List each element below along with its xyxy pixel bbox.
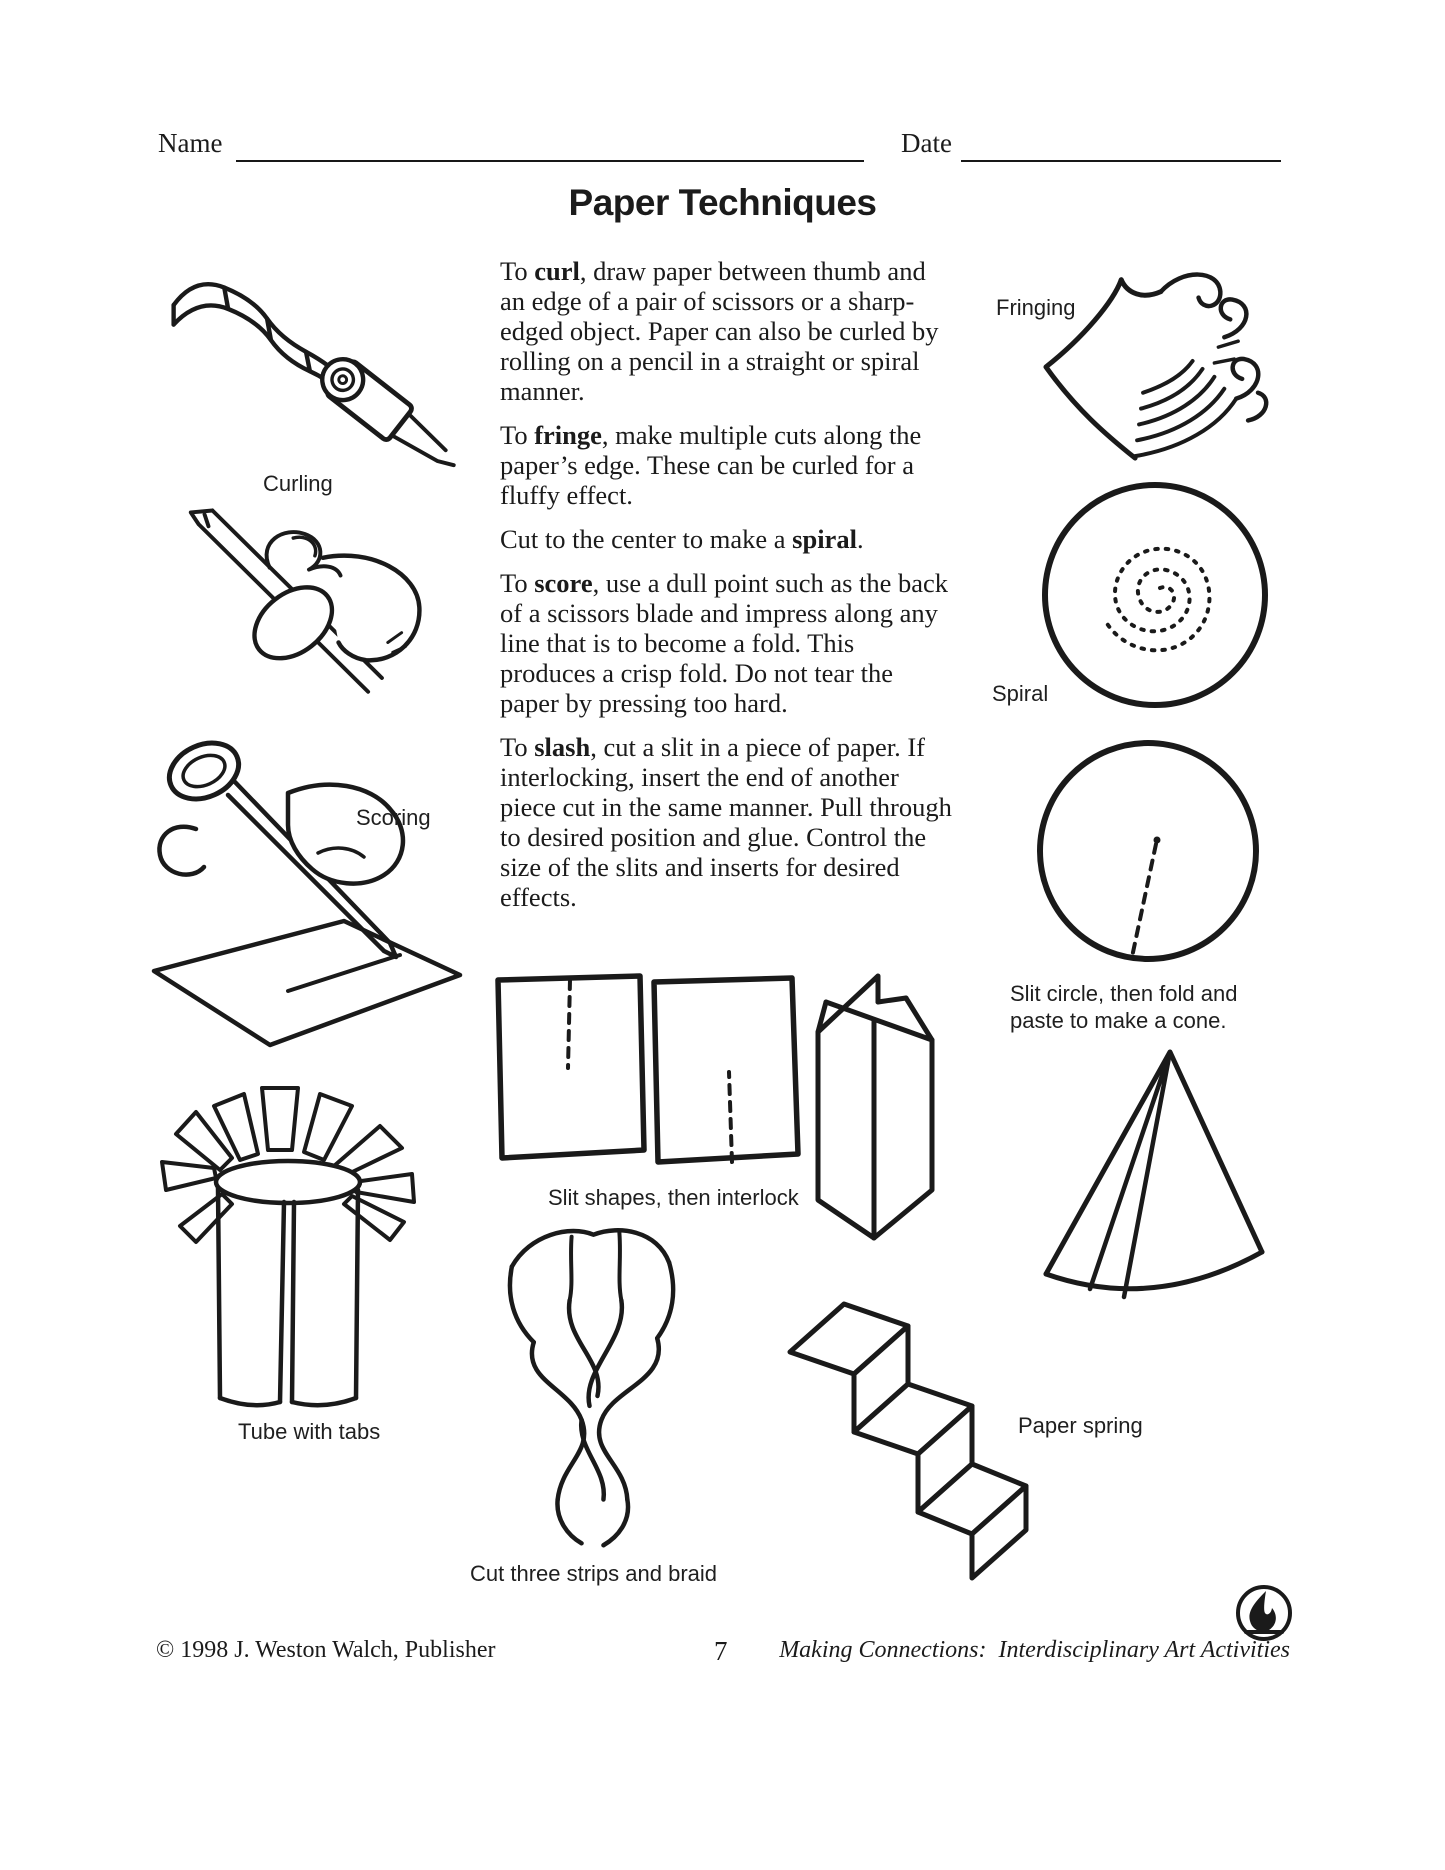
paragraph-slash: To slash, cut a slit in a piece of paper. If interlocking, insert the end of another piece cut in the same manner. Pull through to desired position and glue. Control the size of the slits and inserts for desired effects. bbox=[500, 732, 952, 912]
page-number: 7 bbox=[714, 1636, 728, 1666]
slit-shapes-label: Slit shapes, then interlock bbox=[548, 1185, 799, 1210]
paragraph-curl: To curl, draw paper between thumb and an edge of a pair of scissors or a sharp-edged object. Paper can also be curled by rolling on a pencil in a straight or spiral manner. bbox=[500, 256, 939, 406]
name-label: Name bbox=[158, 128, 223, 158]
cone-illustration bbox=[1036, 1044, 1272, 1308]
slit-shapes-illustration bbox=[492, 970, 804, 1170]
braid-illustration bbox=[486, 1220, 700, 1550]
scoring-label: Scoring bbox=[356, 805, 431, 830]
instructions-text bbox=[500, 256, 952, 926]
spiral-label: Spiral bbox=[992, 681, 1049, 706]
paragraph-spiral: Cut to the center to make a spiral. bbox=[500, 524, 864, 554]
tube-with-tabs-illustration bbox=[156, 1086, 426, 1416]
curling-label: Curling bbox=[263, 471, 333, 496]
slit-circle-illustration bbox=[1034, 738, 1262, 968]
pencil-curl-illustration bbox=[175, 503, 441, 715]
copyright-text: © 1998 J. Weston Walch, Publisher bbox=[156, 1637, 496, 1663]
name-input-line[interactable] bbox=[236, 124, 864, 162]
slit-circle-label: Slit circle, then fold and paste to make a cone. bbox=[1010, 981, 1238, 1033]
paragraph-score: To score, use a dull point such as the back of a scissors blade and impress along any line that is to become a fold. This produces a crisp fold. Do not tear the paper by pressing too hard. bbox=[500, 568, 949, 718]
spiral-illustration bbox=[1040, 480, 1270, 710]
paper-spring-label: Paper spring bbox=[1018, 1413, 1143, 1438]
book-title: Making Connections: Interdisciplinary Art Activities bbox=[779, 1637, 1290, 1663]
date-label: Date bbox=[901, 128, 952, 158]
paper-spring-illustration bbox=[780, 1288, 1030, 1588]
fringing-label: Fringing bbox=[996, 295, 1076, 320]
braid-label: Cut three strips and braid bbox=[470, 1561, 718, 1586]
interlocked-cross-illustration bbox=[810, 962, 940, 1250]
date-input-line[interactable] bbox=[961, 124, 1281, 162]
scoring-illustration bbox=[138, 733, 470, 1061]
curling-illustration bbox=[160, 266, 452, 494]
fringing-illustration bbox=[1024, 252, 1272, 470]
tube-with-tabs-label: Tube with tabs bbox=[238, 1419, 381, 1444]
page-title: Paper Techniques bbox=[568, 182, 877, 223]
paragraph-fringe: To fringe, make multiple cuts along the paper’s edge. These can be curled for a fluffy effect. bbox=[500, 420, 922, 510]
